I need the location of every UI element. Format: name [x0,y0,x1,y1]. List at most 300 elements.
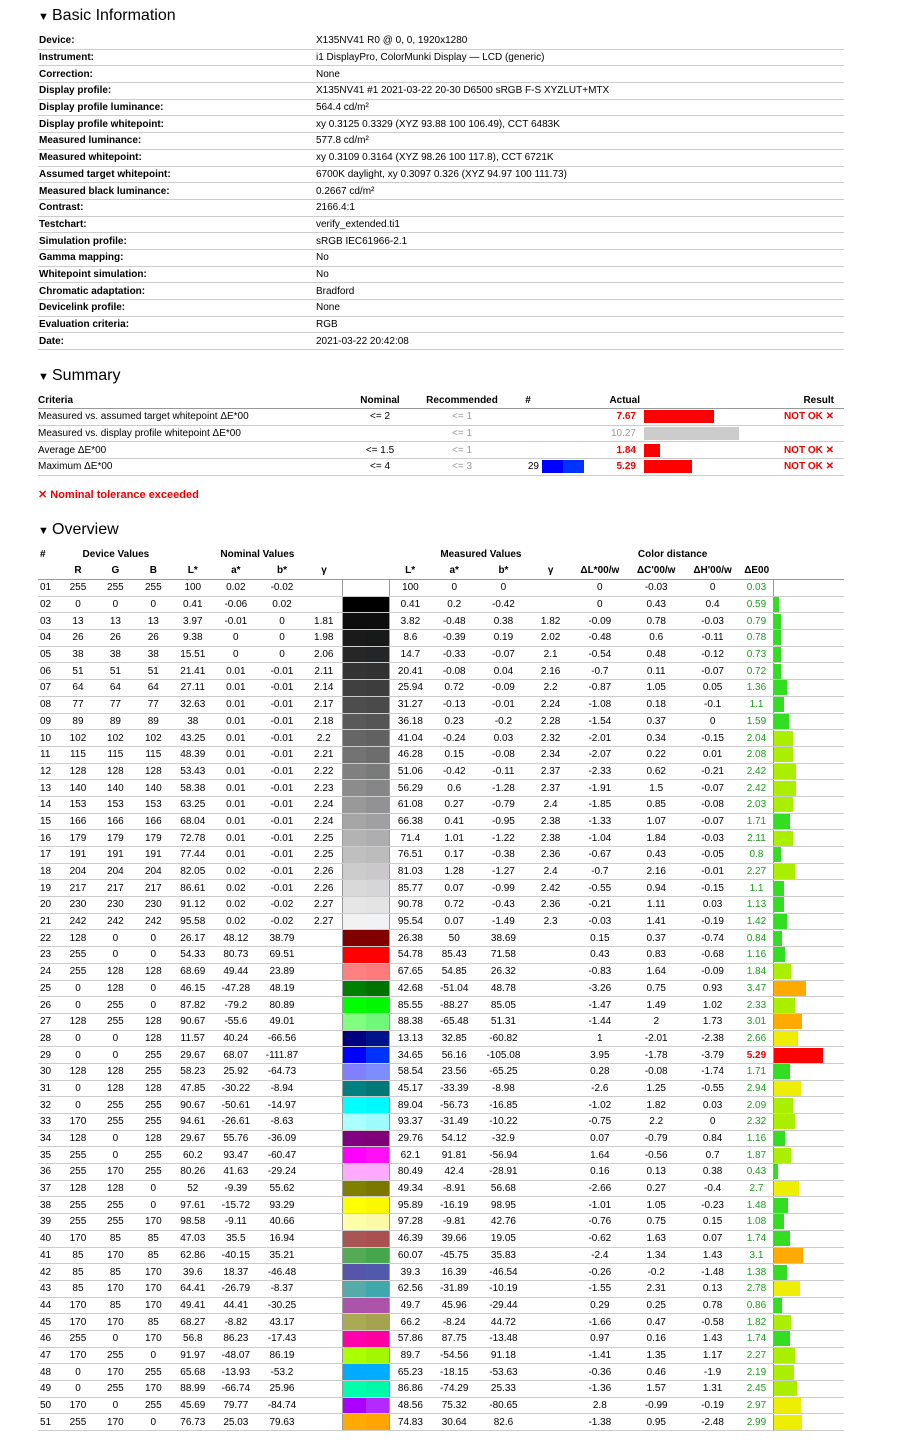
color-swatch [343,696,390,713]
cell-value: 0.72 [431,897,478,914]
color-swatch [343,1080,390,1097]
overview-row [38,663,844,680]
cell-value: 0.83 [628,947,685,964]
delta-e-value: 2.09 [740,1097,773,1114]
cell-value: -0.26 [572,1264,627,1281]
cell-value: 242 [134,913,172,930]
color-swatch [343,646,390,663]
cell-value: 0.2 [431,596,478,613]
measured-swatch [366,1164,389,1180]
cell-value: 49 [38,1381,60,1398]
delta-e-bar-cell [773,1030,844,1047]
cell-value: 46.39 [390,1230,431,1247]
cell-value: 2.32 [529,730,572,747]
cell-value: 77 [60,696,97,713]
swatch-pair [343,1031,389,1047]
cell-value: 255 [96,1114,134,1131]
col-criteria: Criteria [38,393,350,409]
cell-value: 170 [134,1214,172,1231]
cell-value: 0.18 [628,696,685,713]
cell-value: 2.31 [628,1280,685,1297]
cell-value: 0.02 [213,897,258,914]
cell-value [306,1164,343,1181]
measured-swatch [366,1147,389,1163]
cell-value [529,1314,572,1331]
cell-value: 85 [96,1297,134,1314]
cell-value: 255 [60,947,97,964]
delta-e-value: 1.87 [740,1147,773,1164]
cell-value: -0.02 [258,580,305,597]
summary-result: NOT OK ✕ [750,459,844,476]
cell-value: 179 [96,830,134,847]
delta-e-bar [774,1248,803,1263]
cell-value: 62.1 [390,1147,431,1164]
cell-value: -0.01 [258,730,305,747]
color-swatch [343,1381,390,1398]
cell-value: 42.76 [478,1214,529,1231]
cell-value: 170 [96,1314,134,1331]
swatch-pair [343,780,389,796]
section-basic-info-header[interactable] [38,6,176,27]
cell-value: 0.15 [431,746,478,763]
cell-value: 25.03 [213,1414,258,1431]
cell-value: -0.7 [572,863,627,880]
cell-value: 0.25 [628,1297,685,1314]
cell-value: -0.13 [431,696,478,713]
cell-value: -8.98 [478,1080,529,1097]
cell-value [529,947,572,964]
cell-value [306,1381,343,1398]
cell-value: 80.73 [213,947,258,964]
col-blank [38,563,60,580]
cell-value: 46 [38,1330,60,1347]
cell-value: 2.37 [529,763,572,780]
delta-e-value: 2.19 [740,1364,773,1381]
color-swatch [343,813,390,830]
summary-bar-cell [640,409,750,426]
cell-value: 91.81 [431,1147,478,1164]
cell-value [306,1364,343,1381]
cell-value: 140 [96,780,134,797]
info-label: Chromatic adaptation: [38,283,315,300]
cell-value: 1.98 [306,630,343,647]
cell-value: 29.67 [172,1130,213,1147]
delta-e-bar-cell [773,863,844,880]
delta-e-value: 1.08 [740,1214,773,1231]
swatch-pair [343,897,389,913]
cell-value: 2.37 [529,780,572,797]
col-header: R [74,565,82,577]
overview-row [38,646,844,663]
cell-value: 2.38 [529,813,572,830]
nominal-swatch [343,1314,366,1330]
cell-value: 1.11 [628,897,685,914]
cell-value: -0.01 [258,847,305,864]
cell-value: 0 [60,1364,97,1381]
overview-row [38,1097,844,1114]
col-header: a* [231,565,241,577]
delta-e-value: 3.1 [740,1247,773,1264]
summary-recommended: <= 3 [410,459,514,476]
overview-row [38,680,844,697]
delta-e-bar-cell [773,1164,844,1181]
color-swatch [343,663,390,680]
cell-value: 0.13 [628,1164,685,1181]
cell-value: 19 [38,880,60,897]
cell-value: 13 [134,613,172,630]
cell-value [529,1197,572,1214]
cell-value: 26.17 [172,930,213,947]
measured-swatch [366,1081,389,1097]
cell-value: -0.01 [258,830,305,847]
cell-value: -1.41 [572,1347,627,1364]
col-num: # [514,393,542,409]
cell-value: 26 [96,630,134,647]
info-row [38,183,844,200]
cell-value: 45 [38,1314,60,1331]
delta-e-value: 1.16 [740,947,773,964]
overview-row [38,1180,844,1197]
cell-value: 2.28 [529,713,572,730]
cell-value: 0.41 [431,813,478,830]
cell-value: 170 [96,1164,134,1181]
summary-actual: 10.27 [594,425,640,442]
nominal-swatch [343,580,366,596]
overview-row [38,1247,844,1264]
cell-value: 0.01 [213,746,258,763]
cell-value: 35 [38,1147,60,1164]
info-label: Display profile luminance: [38,99,315,116]
swatch-pair [343,580,389,596]
cell-value: 39.6 [172,1264,213,1281]
cell-value: 18 [38,863,60,880]
cell-value [306,1180,343,1197]
swatch-pair [343,1414,389,1430]
cell-value: 0 [60,1381,97,1398]
color-swatch [343,880,390,897]
cell-value: -0.68 [685,947,740,964]
overview-row [38,780,844,797]
cell-value: 255 [60,1330,97,1347]
nominal-swatch [343,1231,366,1247]
delta-e-value: 0.72 [740,663,773,680]
cell-value: -0.62 [572,1230,627,1247]
measured-swatch [366,1097,389,1113]
cell-value: 63.25 [172,796,213,813]
overview-row [38,1364,844,1381]
nominal-swatch [343,997,366,1013]
nominal-swatch [343,1381,366,1397]
measured-swatch [366,914,389,930]
info-row [38,83,844,100]
group-device-values: Device Values [82,548,150,560]
info-label: Device: [38,33,315,49]
cell-value: 102 [134,730,172,747]
cell-value: 36 [38,1164,60,1181]
cell-value: 79.77 [213,1397,258,1414]
cell-value: 0.41 [172,596,213,613]
cell-value: -10.19 [478,1280,529,1297]
cell-value: 90.67 [172,1097,213,1114]
cell-value: -0.09 [478,680,529,697]
cell-value: 0 [60,1097,97,1114]
nominal-swatch [343,1331,366,1347]
summary-nominal: <= 1.5 [350,442,410,459]
delta-e-value: 1.1 [740,696,773,713]
nominal-swatch [343,1214,366,1230]
cell-value: 2.24 [306,796,343,813]
cell-value: 89.7 [390,1347,431,1364]
section-overview-header[interactable] [38,520,119,541]
cell-value: -0.03 [685,830,740,847]
measured-swatch [366,1014,389,1030]
info-row [38,99,844,116]
cell-value: 170 [96,1414,134,1431]
swatch-pair [343,830,389,846]
cell-value: 128 [96,1180,134,1197]
nominal-swatch [343,680,366,696]
delta-e-bar-cell [773,913,844,930]
cell-value: 0.6 [431,780,478,797]
overview-row [38,1047,844,1064]
cell-value: 16 [38,830,60,847]
cell-value: 91.97 [172,1347,213,1364]
nominal-swatch [343,747,366,763]
cell-value: 04 [38,630,60,647]
cell-value: 89 [134,713,172,730]
cell-value: 0.4 [685,596,740,613]
color-swatch [343,680,390,697]
cell-value: 85 [134,1247,172,1264]
overview-row [38,1414,844,1431]
cell-value: 255 [96,1097,134,1114]
info-value: i1 DisplayPro, ColorMunki Display — LCD (generic) [315,49,844,66]
cell-value: -66.56 [258,1030,305,1047]
cell-value: -8.91 [431,1180,478,1197]
swatch-pair [343,947,389,963]
cell-value: -0.02 [258,913,305,930]
delta-e-value: 3.47 [740,980,773,997]
cell-value: 100 [172,580,213,597]
cell-value: -0.01 [258,696,305,713]
cell-value: 217 [60,880,97,897]
info-value: verify_extended.ti1 [315,216,844,233]
cell-value: 88.38 [390,1013,431,1030]
cell-value: 0.01 [213,680,258,697]
cell-value: 1.28 [431,863,478,880]
nominal-swatch [343,814,366,830]
cell-value: 28 [38,1030,60,1047]
cell-value: 54.33 [172,947,213,964]
overview-column-header-row [38,563,844,580]
cell-value [306,930,343,947]
cell-value [529,596,572,613]
delta-e-bar-cell [773,980,844,997]
summary-row [38,409,844,426]
info-label: Contrast: [38,199,315,216]
cell-value: 0.78 [628,613,685,630]
swatch-pair [343,930,389,946]
delta-e-bar [774,697,784,712]
cell-value: 2.8 [572,1397,627,1414]
col-recommended: Recommended [410,393,514,409]
cell-value: 0 [60,980,97,997]
cell-value: 38 [172,713,213,730]
delta-e-bar [774,1014,802,1029]
cell-value: 46.28 [390,746,431,763]
overview-row [38,1297,844,1314]
cell-value: -17.43 [258,1330,305,1347]
cell-value: 89 [60,713,97,730]
cell-value: 82.05 [172,863,213,880]
cell-value: 23.56 [431,1063,478,1080]
cell-value: -3.79 [685,1047,740,1064]
cell-value [306,580,343,597]
info-row [38,149,844,166]
delta-e-value: 2.08 [740,746,773,763]
delta-e-value: 2.97 [740,1397,773,1414]
cell-value: 128 [60,1130,97,1147]
color-swatch [343,1280,390,1297]
cell-value: -60.47 [258,1147,305,1164]
cell-value: 26.38 [390,930,431,947]
cell-value: 54.85 [431,963,478,980]
summary-bar [644,410,714,423]
delta-e-bar-cell [773,1130,844,1147]
summary-actual: 7.67 [594,409,640,426]
cell-value: 3.82 [390,613,431,630]
overview-row [38,1197,844,1214]
cell-value: 0.02 [213,880,258,897]
cell-value: -54.56 [431,1347,478,1364]
cell-value: -2.4 [572,1247,627,1264]
cell-value: 0.34 [628,730,685,747]
cell-value: 88.99 [172,1381,213,1398]
cell-value: 2.2 [628,1114,685,1131]
cell-value: 1.73 [685,1013,740,1030]
patch-swatch [542,460,563,473]
delta-e-bar [774,931,782,946]
cell-value: 170 [60,1314,97,1331]
summary-bar [644,460,692,473]
cell-value: 0.01 [213,696,258,713]
cell-value: 85 [60,1247,97,1264]
nominal-swatch [343,1047,366,1063]
cell-value: 1.35 [628,1347,685,1364]
section-summary-header[interactable] [38,366,120,387]
cell-value: -111.87 [258,1047,305,1064]
delta-e-value: 2.27 [740,1347,773,1364]
overview-row [38,930,844,947]
cell-value: -0.01 [258,813,305,830]
cell-value: 2.16 [529,663,572,680]
cell-value: 01 [38,580,60,597]
swatch-pair [343,1014,389,1030]
summary-criteria: Maximum ΔE*00 [38,459,350,476]
col-patch [542,393,594,409]
cell-value: 53.43 [172,763,213,780]
info-value: No [315,249,844,266]
cell-value: 179 [134,830,172,847]
nominal-swatch [343,1298,366,1314]
swatch-pair [343,1314,389,1330]
cell-value: -0.2 [478,713,529,730]
overview-row [38,913,844,930]
overview-row [38,1264,844,1281]
basic-info-table [38,33,844,350]
cell-value: 0 [572,596,627,613]
overview-row [38,1230,844,1247]
cell-value: -0.07 [685,813,740,830]
swatch-pair [343,1381,389,1397]
cell-value: 0.16 [628,1330,685,1347]
swatch-pair [343,1298,389,1314]
delta-e-bar [774,981,806,996]
info-row [38,166,844,183]
cell-value: 85.77 [390,880,431,897]
cell-value: -0.01 [258,680,305,697]
cell-value: 13 [60,613,97,630]
swatch-pair [343,864,389,880]
cell-value: 35.5 [213,1230,258,1247]
cell-value: -2.6 [572,1080,627,1097]
cell-value: 1.25 [628,1080,685,1097]
swatch-pair [343,1231,389,1247]
measured-swatch [366,1064,389,1080]
cell-value: 0.22 [628,746,685,763]
cell-value: 0.84 [685,1130,740,1147]
overview-row [38,613,844,630]
cell-value: -48.07 [213,1347,258,1364]
overview-row [38,596,844,613]
cell-value: 1.02 [685,997,740,1014]
cell-value [529,1097,572,1114]
cell-value: -1.01 [572,1197,627,1214]
cell-value: -53.2 [258,1364,305,1381]
color-swatch [343,1347,390,1364]
cell-value: 0 [96,1130,134,1147]
cell-value: 50 [38,1397,60,1414]
cell-value: -1.22 [478,830,529,847]
cell-value: 77 [134,696,172,713]
cell-value: 2.16 [628,863,685,880]
group-color-distance: Color distance [637,548,708,560]
col-header: G [111,565,120,577]
cell-value: -8.82 [213,1314,258,1331]
cell-value: 14 [38,796,60,813]
cell-value: 128 [96,980,134,997]
cell-value: 255 [134,1364,172,1381]
measured-swatch [366,1264,389,1280]
delta-e-bar [774,797,793,812]
delta-e-bar-cell [773,663,844,680]
summary-criteria: Measured vs. display profile whitepoint ΔE*00 [38,425,350,442]
cell-value: 0 [134,1180,172,1197]
cell-value: 0.03 [685,897,740,914]
color-swatch [343,630,390,647]
color-swatch [343,1013,390,1030]
cell-value: 51 [96,663,134,680]
cell-value: 0.97 [572,1330,627,1347]
cell-value: 32.63 [172,696,213,713]
delta-e-bar [774,1181,799,1196]
cell-value: 45.96 [431,1297,478,1314]
cell-value: -1.85 [572,796,627,813]
cell-value: -0.08 [628,1063,685,1080]
color-swatch [343,1130,390,1147]
color-swatch [343,913,390,930]
delta-e-bar [774,1148,791,1163]
